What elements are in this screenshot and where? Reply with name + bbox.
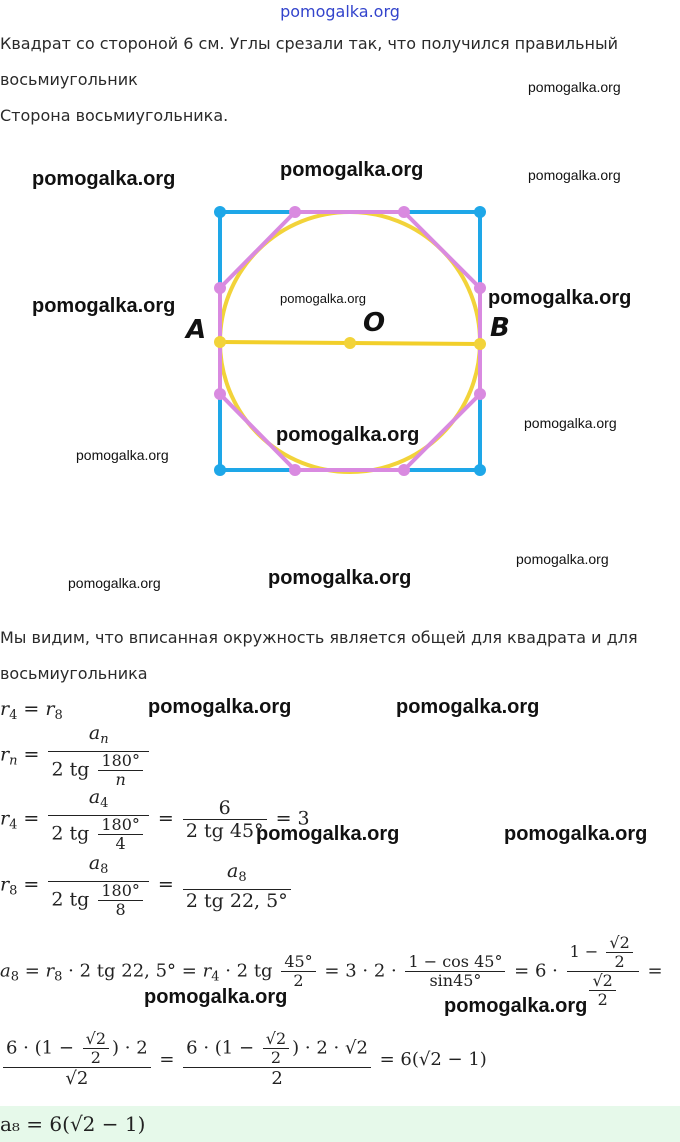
formula-rn: $r_n$ = $a_n$ 2 tg $\frac{180^\circ}{n}$ [0, 722, 152, 789]
watermark: pomogalka.org [528, 79, 621, 95]
label-a: A [186, 315, 207, 345]
point-a [214, 336, 226, 348]
watermark: pomogalka.org [488, 287, 632, 309]
problem-line-2: восьмиугольник [0, 70, 138, 89]
point-b [474, 338, 486, 350]
watermark: pomogalka.org [68, 575, 161, 591]
label-b: B [490, 313, 510, 343]
site-header-link[interactable]: pomogalka.org [280, 2, 400, 21]
watermark: pomogalka.org [524, 415, 617, 431]
watermark: pomogalka.org [256, 823, 400, 845]
watermark: pomogalka.org [32, 295, 176, 317]
octagon-vertex [398, 464, 410, 476]
watermark: pomogalka.org [276, 424, 420, 446]
formula-r4: $r_4$ = $a_4$ 2 tg $\frac{180^\circ}{4}$ = $\frac{6}{2 tg 45^\circ}$ = 3 [0, 786, 310, 853]
watermark: pomogalka.org [280, 291, 366, 306]
octagon-vertex [474, 282, 486, 294]
square-vertex [214, 464, 226, 476]
square-vertex [214, 206, 226, 218]
label-o: O [363, 308, 386, 338]
watermark: pomogalka.org [528, 167, 621, 183]
problem-line-3: Сторона восьмиугольника. [0, 106, 229, 125]
square-vertex [474, 206, 486, 218]
square-vertex [474, 464, 486, 476]
watermark: pomogalka.org [504, 823, 648, 845]
point-o [344, 337, 356, 349]
problem-line-1: Квадрат со стороной 6 см. Углы срезали так, что получился правильный [0, 34, 619, 53]
watermark: pomogalka.org [144, 986, 288, 1008]
answer-text: a₈ = 6(√2 − 1) [0, 1112, 146, 1136]
octagon-vertex [289, 206, 301, 218]
watermark: pomogalka.org [268, 567, 412, 589]
watermark: pomogalka.org [444, 995, 588, 1017]
formula-r4-eq-r8: $r_4 = r_8$ [0, 698, 63, 723]
octagon-vertex [289, 464, 301, 476]
formula-r8: $r_8$ = $a_8$ 2 tg $\frac{180^\circ}{8}$ = $\frac{a_8}{2 tg 22, 5^\circ}$ [0, 852, 294, 919]
octagon-vertex [474, 388, 486, 400]
explanation-line-2: восьмиугольника [0, 664, 148, 683]
watermark: pomogalka.org [396, 696, 540, 718]
explanation-line-1: Мы видим, что вписанная окружность является общей для квадрата и для [0, 628, 638, 647]
octagon-vertex [214, 388, 226, 400]
formula-a8-simplify: 6 · (1 − $\frac{√2}{2}$ ) · 2 √2 = 6 · (1 − $\frac{√2}{2}$ ) · 2 · √2 2 = 6(√2 − 1) [0, 1030, 487, 1090]
answer-box [0, 1106, 680, 1142]
octagon-vertex [214, 282, 226, 294]
watermark: pomogalka.org [32, 168, 176, 190]
watermark: pomogalka.org [280, 159, 424, 181]
watermark: pomogalka.org [76, 447, 169, 463]
formula-a8-derivation: $a_8 = r_8 \cdot 2$ tg 22, $5^\circ = r_4 \cdot 2$ tg $\frac{45^\circ}{2}$ = 3 · 2 · $\frac{1 - \cos 45^\circ}{\sin 45^\circ}$ = 6 · 1 − $\frac{√2}{2}$ $\frac{√2}{2}$ = [0, 933, 663, 1009]
watermark: pomogalka.org [148, 696, 292, 718]
watermark: pomogalka.org [516, 551, 609, 567]
octagon-vertex [398, 206, 410, 218]
